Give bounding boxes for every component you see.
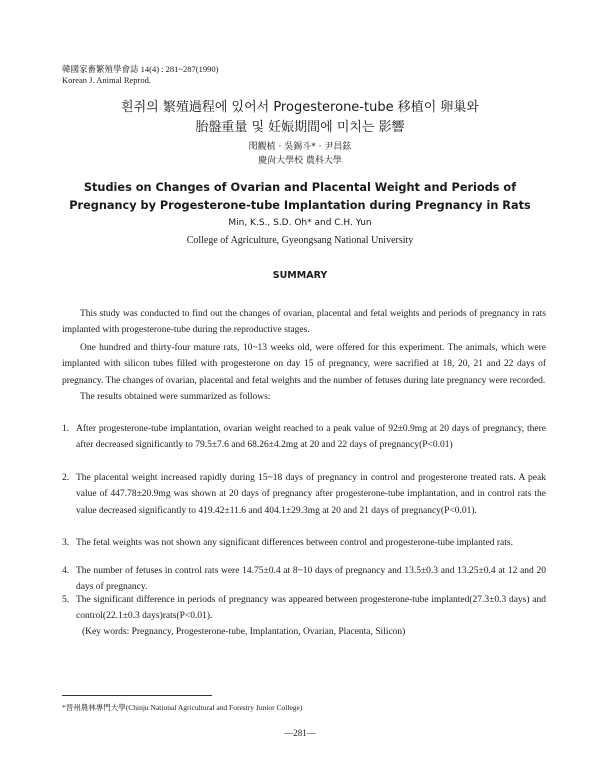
summary-heading: SUMMARY [272, 270, 328, 281]
summary-paragraph-purpose: This study was conducted to find out the changes of ovarian, placental and fetal weights and periods of pregnancy in rats implanted with progesterone-tube during the reproductive stages. [62, 309, 546, 336]
result-number: 3. [62, 538, 70, 548]
result-number: 4. [62, 566, 70, 576]
result-number: 5. [62, 595, 70, 605]
journal-line-korean: 韓國家畜繁殖學會誌 14(4) : 281~287(1990) [62, 64, 219, 74]
keywords: (Key words: Pregnancy, Progesterone-tube, Implantation, Ovarian, Placenta, Silicon) [82, 627, 406, 637]
result-item [62, 592, 546, 625]
result-number: 1. [62, 424, 70, 434]
summary-paragraph-methods [62, 340, 546, 405]
result-item [62, 421, 546, 454]
journal-citation [62, 64, 218, 86]
result-text: After progesterone-tube implantation, ovarian weight reached to a peak value of 92±0.9mg at 20 days of pregnancy, there after decreased significantly to 79.5±7.6 and 68.26±4.2mg at 20 and 22 days of pregnancy(P<0.01) [76, 424, 546, 451]
korean-authors: 閔觀植 · 吳錫斗* · 尹昌鉉 [248, 142, 352, 152]
methods-text: One hundred and thirty-four mature rats, 10~13 weeks old, were offered for this experiment. The animals, which were implanted with silicon tubes filled with progesterone on day 15 of pregnancy, were sacrified at 18, 20, 21 and 22 days of pregnancy. The changes of ovarian, placental and fetal weights and the number of fetuses during late pregnancy were recorded. [62, 343, 546, 386]
result-text: The significant difference in periods of pregnancy was appeared between progesterone-tube implanted(27.3±0.3 days) and control(22.1±0.3 days)rats(P<0.01). [76, 595, 546, 622]
result-item [62, 470, 546, 519]
english-title-line2: Pregnancy by Progesterone-tube Implantation during Pregnancy in Rats [69, 199, 531, 212]
results-intro: The results obtained were summarized as follows: [80, 391, 271, 402]
result-text: The placental weight increased rapidly during 15~18 days of pregnancy in control and progesterone treated rats. A peak value of 447.78±20.9mg was shown at 20 days of pregnancy after progesterone-tube implantation, and in control rats the value decreased significantly to 419.42±11.6 and 404.1±29.3mg at 20 and 21 days of pregnancy(P<0.01). [76, 473, 546, 516]
english-authors: Min, K.S., S.D. Oh* and C.H. Yun [228, 218, 372, 228]
page-number: —281— [284, 728, 316, 738]
result-text: The fetal weights was not shown any significant differences between control and progesterone-tube implanted rats. [76, 538, 513, 548]
result-number: 2. [62, 473, 70, 483]
footnote-divider [62, 695, 212, 696]
english-affiliation: College of Agriculture, Gyeongsang National University [186, 235, 414, 246]
korean-title-line2: 胎盤重量 및 妊娠期間에 미치는 影響 [195, 120, 405, 135]
korean-title-line1: 흰쥐의 繁殖過程에 있어서 Progesterone-tube 移植이 卵巢와 [121, 100, 479, 115]
english-title-line1: Studies on Changes of Ovarian and Placental Weight and Periods of [83, 181, 517, 194]
footnote: *晋州農林專門大學(Chinju National Agricultural and Forestry Junior College) [62, 703, 303, 712]
result-text: The number of fetuses in control rats were 14.75±0.4 at 8~10 days of pregnancy and 13.5±0.3 and 13.25±0.4 at 12 and 20 days of pregnancy. [76, 566, 546, 593]
korean-affiliation: 慶尙大學校 農科大學 [258, 156, 342, 166]
result-item [62, 563, 546, 596]
result-item [62, 535, 546, 551]
journal-line-english: Korean J. Animal Reprod. [62, 75, 151, 85]
